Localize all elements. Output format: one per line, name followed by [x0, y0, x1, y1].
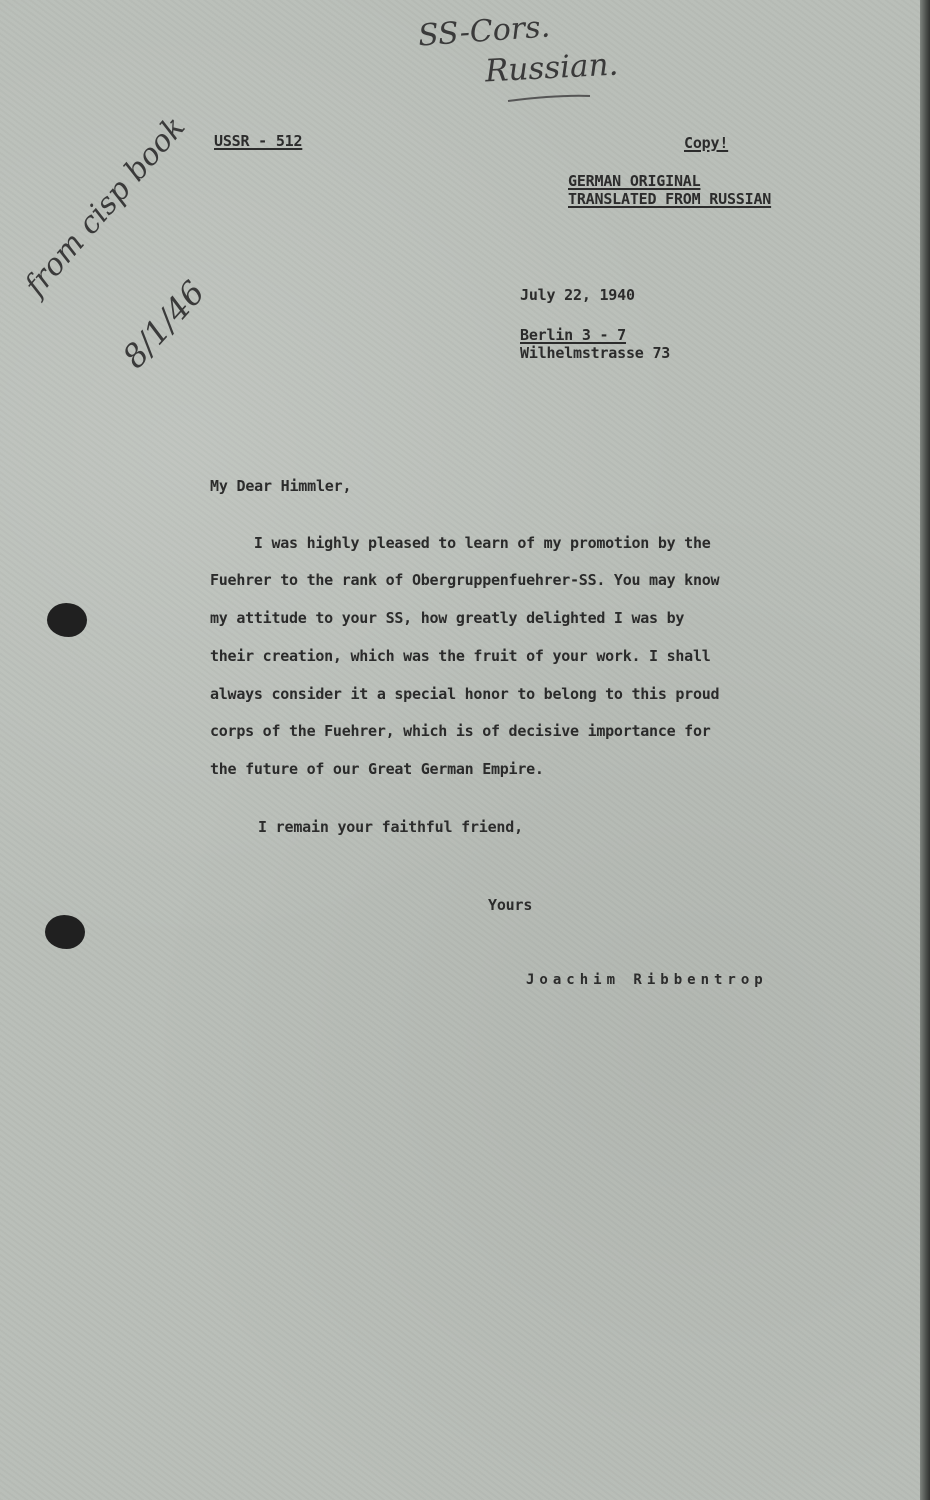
- body-line-3: my attitude to your SS, how greatly delighted I was by: [210, 609, 685, 627]
- body-line-7: the future of our Great German Empire.: [210, 760, 544, 778]
- handwritten-note-top-2: Russian.: [484, 46, 620, 90]
- body-line-5: always consider it a special honor to belong to this proud: [210, 685, 720, 703]
- body-line-2: Fuehrer to the rank of Obergruppenfuehrer-SS. You may know: [210, 571, 720, 589]
- letter-city: Berlin 3 - 7: [520, 326, 626, 344]
- valediction: Yours: [488, 896, 533, 914]
- body-line-6: corps of the Fuehrer, which is of decisive importance for: [210, 722, 711, 740]
- document-id: USSR - 512: [214, 132, 303, 150]
- page-edge-shadow: [920, 0, 930, 1500]
- body-line-4: their creation, which was the fruit of your work. I shall: [210, 647, 711, 665]
- body-line-1: I was highly pleased to learn of my promotion by the: [210, 534, 711, 552]
- handwritten-note-top-1: SS-Cors.: [416, 9, 552, 54]
- letter-date: July 22, 1940: [520, 286, 635, 304]
- signature-name: Joachim Ribbentrop: [526, 972, 768, 988]
- punch-hole-lower: [45, 915, 85, 949]
- handwritten-margin-note-2: 8/1/46: [115, 273, 213, 376]
- letter-street: Wilhelmstrasse 73: [520, 344, 671, 362]
- handwritten-margin-note-1: from cisp book: [18, 109, 193, 303]
- copy-mark: Copy!: [684, 134, 729, 152]
- origin-line-2: TRANSLATED FROM RUSSIAN: [568, 190, 772, 208]
- origin-line-1: GERMAN ORIGINAL: [568, 172, 701, 190]
- closing-line: I remain your faithful friend,: [258, 818, 523, 836]
- salutation: My Dear Himmler,: [210, 477, 352, 495]
- punch-hole-upper: [47, 603, 87, 637]
